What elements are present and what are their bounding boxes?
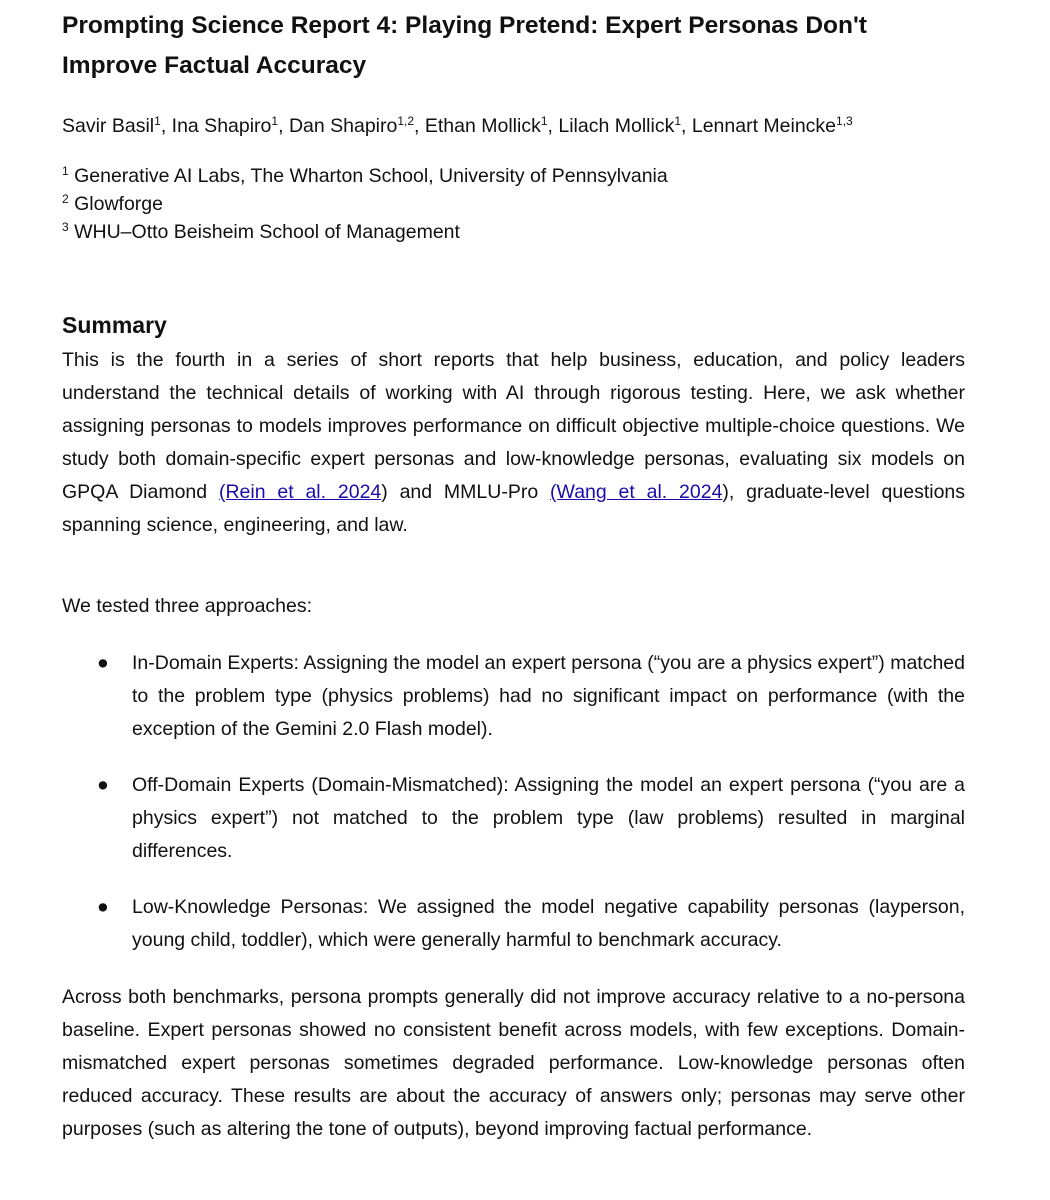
author: Ina Shapiro$^1$, [171,114,289,137]
bullet-icon: ● [97,896,109,918]
citation-link-wang[interactable]: (Wang et al. 2024 [550,481,723,503]
bullet-icon: ● [97,774,109,796]
citation-link-rein[interactable]: (Rein et al. 2024 [218,481,382,503]
approaches-intro: We tested three approaches: [62,595,313,617]
author: Lilach Mollick$^1$, [558,114,692,137]
author: Savir Basil$^1$, [62,114,172,137]
list-item-low-knowledge: ● Low-Knowledge Personas: We assigned the model negative capability personas (layperson, young child, toddler), which were generally harmful to benchmark accuracy. [132,891,965,957]
author: Dan Shapiro$^{1,2}$, [288,114,425,137]
bullet-icon: ● [97,652,109,674]
affiliation-1: $^1$ Generative AI Labs, The Wharton School, University of Pennsylvania [62,164,668,187]
summary-paragraph: This is the fourth in a series of short reports that help business, education, and policy leaders understand the technical details of working with AI through rigorous testing. Here, we ask whether assigning personas to models improves performance on difficult objective multiple-choice questions. We study both domain-specific expert personas and low-knowledge personas, evaluating six models on GPQA Diamond (Rein et al. 2024) and MMLU-Pro (Wang et al. 2024), graduate-level questions spanning science, engineering, and law. [62,349,966,536]
paper-title: Prompting Science Report 4: Playing Pretend: Expert Personas Don't Improve Factual Accuracy [62,12,867,79]
affiliation-3: $^3$ WHU–Otto Beisheim School of Management [62,220,460,243]
conclusion-paragraph: Across both benchmarks, persona prompts generally did not improve accuracy relative to a no-persona baseline. Expert personas showed no consistent benefit across models, with few exceptions. Domain-mismatched expert personas sometimes degraded performance. Low-knowledge personas often reduced accuracy. These results are about the accuracy of answers only; personas may serve other purposes (such as altering the tone of outputs), beyond improving factual performance. [62,986,965,1140]
list-item-off-domain: ● Off-Domain Experts (Domain-Mismatched): Assigning the model an expert persona (“you are a physics expert”) not matched to the problem type (law problems) resulted in marginal differences. [132,769,965,868]
affiliation-2: $^2$ Glowforge [62,192,163,215]
author: Ethan Mollick$^1$, [424,114,559,137]
summary-heading: Summary [62,312,167,338]
author: Lennart Meincke$^{1,3}$ [691,114,853,137]
author-list [62,112,853,140]
list-item-in-domain: ● In-Domain Experts: Assigning the model an expert persona (“you are a physics expert”) matched to the problem type (physics problems) had no significant impact on performance (with the exception of the Gemini 2.0 Flash model). [132,647,965,746]
